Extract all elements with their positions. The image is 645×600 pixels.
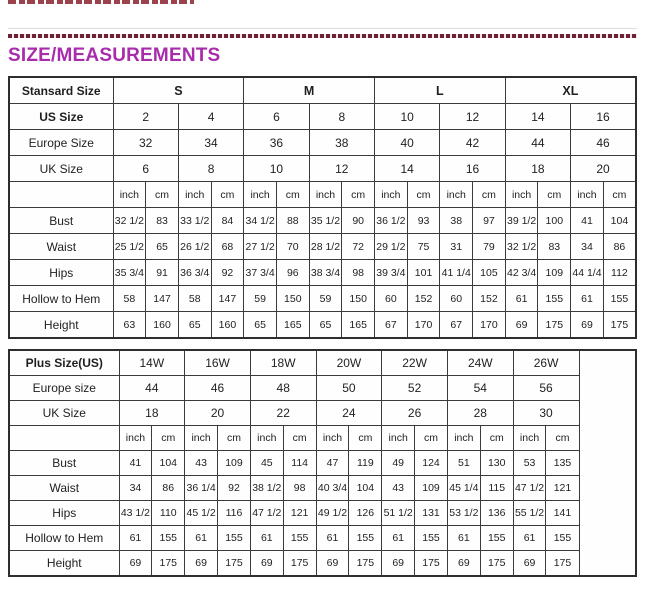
- table-cell: 175: [538, 312, 571, 339]
- table-cell: 47 1/2: [513, 476, 546, 501]
- table-cell: 28: [447, 401, 513, 426]
- table-cell: 20W: [316, 350, 382, 376]
- table-cell: 65: [244, 312, 277, 339]
- table-cell: 22W: [382, 350, 448, 376]
- standard-size-table: [8, 76, 637, 339]
- table-cell: 83: [146, 208, 179, 234]
- table-cell: Bust: [9, 208, 113, 234]
- table-row: [9, 476, 636, 501]
- empty-cell: [579, 350, 636, 576]
- dashed-divider: [8, 34, 637, 38]
- table-cell: 48: [250, 376, 316, 401]
- table-cell: 20: [571, 156, 636, 182]
- table-cell: 165: [276, 312, 309, 339]
- table-cell: 155: [480, 526, 513, 551]
- table-cell: Stansard Size: [9, 77, 113, 104]
- table-cell: 53 1/2: [447, 501, 480, 526]
- table-cell: inch: [113, 182, 146, 208]
- thin-divider: [8, 28, 637, 29]
- table-cell: 54: [447, 376, 513, 401]
- table-cell: 49: [382, 451, 415, 476]
- table-cell: 175: [603, 312, 636, 339]
- table-cell: L: [375, 77, 506, 104]
- table-cell: 36: [244, 130, 309, 156]
- table-cell: 97: [473, 208, 506, 234]
- table-cell: 14: [375, 156, 440, 182]
- table-cell: 114: [283, 451, 316, 476]
- table-cell: 112: [603, 260, 636, 286]
- table-cell: Waist: [9, 476, 119, 501]
- table-cell: 100: [538, 208, 571, 234]
- table-cell: 8: [309, 104, 374, 130]
- table-cell: 175: [218, 551, 251, 577]
- table-row: [9, 426, 636, 451]
- table-cell: 104: [603, 208, 636, 234]
- table-cell: 38 3/4: [309, 260, 342, 286]
- table-cell: 56: [513, 376, 579, 401]
- table-cell: 4: [178, 104, 243, 130]
- table-cell: 46: [185, 376, 251, 401]
- table-row: [9, 551, 636, 577]
- table-cell: 72: [342, 234, 375, 260]
- table-cell: 75: [407, 234, 440, 260]
- table-cell: 61: [185, 526, 218, 551]
- table-cell: Hips: [9, 260, 113, 286]
- table-cell: 10: [244, 156, 309, 182]
- table-cell: 32: [113, 130, 178, 156]
- table-cell: 65: [309, 312, 342, 339]
- table-cell: 44: [505, 130, 570, 156]
- table-cell: Plus Size(US): [9, 350, 119, 376]
- table-cell: 110: [152, 501, 185, 526]
- table-cell: 45: [250, 451, 283, 476]
- empty-cell: [9, 426, 119, 451]
- table-cell: 38: [440, 208, 473, 234]
- table-cell: 79: [473, 234, 506, 260]
- table-cell: 34: [119, 476, 152, 501]
- table-cell: 135: [546, 451, 579, 476]
- table-cell: inch: [309, 182, 342, 208]
- table-cell: 43: [185, 451, 218, 476]
- table-cell: 124: [415, 451, 448, 476]
- table-cell: cm: [538, 182, 571, 208]
- table-cell: 69: [447, 551, 480, 577]
- table-cell: 41 1/4: [440, 260, 473, 286]
- table-cell: 83: [538, 234, 571, 260]
- table-cell: inch: [185, 426, 218, 451]
- table-cell: Height: [9, 312, 113, 339]
- table-cell: 119: [349, 451, 382, 476]
- table-cell: 39 3/4: [375, 260, 408, 286]
- table-cell: 35 3/4: [113, 260, 146, 286]
- table-cell: Hollow to Hem: [9, 286, 113, 312]
- table-cell: 175: [349, 551, 382, 577]
- table-cell: 155: [349, 526, 382, 551]
- table-cell: 61: [119, 526, 152, 551]
- table-cell: 36 3/4: [178, 260, 211, 286]
- table-cell: 69: [250, 551, 283, 577]
- table-cell: 20: [185, 401, 251, 426]
- table-cell: 31: [440, 234, 473, 260]
- table-cell: cm: [211, 182, 244, 208]
- table-cell: Height: [9, 551, 119, 577]
- table-cell: 32 1/2: [505, 234, 538, 260]
- table-cell: 12: [440, 104, 505, 130]
- table-cell: 8: [178, 156, 243, 182]
- table-row: [9, 451, 636, 476]
- table-cell: 52: [382, 376, 448, 401]
- table-cell: 93: [407, 208, 440, 234]
- table-cell: 69: [119, 551, 152, 577]
- table-cell: cm: [473, 182, 506, 208]
- table-cell: 40: [375, 130, 440, 156]
- table-cell: 53: [513, 451, 546, 476]
- table-cell: S: [113, 77, 244, 104]
- table-cell: 109: [538, 260, 571, 286]
- table-cell: 69: [185, 551, 218, 577]
- table-cell: 60: [375, 286, 408, 312]
- table-cell: cm: [342, 182, 375, 208]
- table-cell: 155: [218, 526, 251, 551]
- table-row: [9, 208, 636, 234]
- table-cell: 32 1/2: [113, 208, 146, 234]
- table-cell: 50: [316, 376, 382, 401]
- table-cell: XL: [505, 77, 636, 104]
- table-cell: 61: [513, 526, 546, 551]
- table-cell: 10: [375, 104, 440, 130]
- table-cell: 45 1/4: [447, 476, 480, 501]
- table-cell: 147: [146, 286, 179, 312]
- table-cell: inch: [505, 182, 538, 208]
- table-cell: 69: [571, 312, 604, 339]
- table-cell: cm: [218, 426, 251, 451]
- table-cell: 22: [250, 401, 316, 426]
- table-cell: 109: [415, 476, 448, 501]
- table-cell: 155: [603, 286, 636, 312]
- table-cell: UK Size: [9, 156, 113, 182]
- table-cell: 170: [473, 312, 506, 339]
- table-cell: 16W: [185, 350, 251, 376]
- table-cell: 175: [480, 551, 513, 577]
- table-cell: inch: [244, 182, 277, 208]
- table-row: [9, 130, 636, 156]
- table-cell: 126: [349, 501, 382, 526]
- table-cell: cm: [407, 182, 440, 208]
- table-cell: 61: [316, 526, 349, 551]
- table-cell: 39 1/2: [505, 208, 538, 234]
- table-cell: 43 1/2: [119, 501, 152, 526]
- table-cell: 6: [244, 104, 309, 130]
- table-cell: Europe Size: [9, 130, 113, 156]
- table-cell: 59: [309, 286, 342, 312]
- table-row: [9, 234, 636, 260]
- table-row: [9, 501, 636, 526]
- table-row: [9, 156, 636, 182]
- table-cell: inch: [250, 426, 283, 451]
- table-cell: inch: [375, 182, 408, 208]
- table-cell: 44 1/4: [571, 260, 604, 286]
- table-cell: cm: [415, 426, 448, 451]
- table-cell: 51: [447, 451, 480, 476]
- table-cell: 35 1/2: [309, 208, 342, 234]
- table-cell: 130: [480, 451, 513, 476]
- table-cell: 29 1/2: [375, 234, 408, 260]
- table-cell: inch: [571, 182, 604, 208]
- table-cell: 92: [218, 476, 251, 501]
- table-cell: 18: [119, 401, 185, 426]
- table-cell: 36 1/2: [375, 208, 408, 234]
- table-cell: 175: [283, 551, 316, 577]
- table-cell: cm: [146, 182, 179, 208]
- table-cell: 61: [505, 286, 538, 312]
- empty-cell: [9, 182, 113, 208]
- table-cell: 150: [276, 286, 309, 312]
- table-cell: 155: [546, 526, 579, 551]
- table-row: [9, 286, 636, 312]
- table-cell: 47 1/2: [250, 501, 283, 526]
- table-cell: 44: [119, 376, 185, 401]
- table-cell: 160: [146, 312, 179, 339]
- table-cell: 41: [119, 451, 152, 476]
- table-cell: 92: [211, 260, 244, 286]
- table-cell: 61: [571, 286, 604, 312]
- table-cell: 155: [415, 526, 448, 551]
- table-cell: 40 3/4: [316, 476, 349, 501]
- table-cell: 42 3/4: [505, 260, 538, 286]
- table-cell: 147: [211, 286, 244, 312]
- table-cell: 105: [473, 260, 506, 286]
- table-cell: 155: [283, 526, 316, 551]
- table-cell: 170: [407, 312, 440, 339]
- table-cell: inch: [513, 426, 546, 451]
- table-cell: 2: [113, 104, 178, 130]
- table-cell: 42: [440, 130, 505, 156]
- table-cell: 65: [146, 234, 179, 260]
- table-cell: 38: [309, 130, 374, 156]
- table-cell: 46: [571, 130, 636, 156]
- table-cell: 30: [513, 401, 579, 426]
- table-cell: 109: [218, 451, 251, 476]
- table-cell: 51 1/2: [382, 501, 415, 526]
- table-row: [9, 104, 636, 130]
- table-cell: US Size: [9, 104, 113, 130]
- table-cell: 86: [603, 234, 636, 260]
- plus-size-table: [8, 349, 637, 577]
- table-row: [9, 526, 636, 551]
- table-cell: Hips: [9, 501, 119, 526]
- table-cell: 59: [244, 286, 277, 312]
- table-cell: 69: [513, 551, 546, 577]
- table-cell: inch: [316, 426, 349, 451]
- table-cell: 60: [440, 286, 473, 312]
- table-cell: 131: [415, 501, 448, 526]
- table-cell: 152: [473, 286, 506, 312]
- table-cell: 160: [211, 312, 244, 339]
- table-cell: 58: [113, 286, 146, 312]
- table-cell: UK Size: [9, 401, 119, 426]
- table-cell: 34 1/2: [244, 208, 277, 234]
- table-cell: 16: [571, 104, 636, 130]
- table-cell: 67: [440, 312, 473, 339]
- table-cell: 37 3/4: [244, 260, 277, 286]
- table-cell: 86: [152, 476, 185, 501]
- table-cell: 43: [382, 476, 415, 501]
- table-row: [9, 312, 636, 339]
- table-cell: 61: [250, 526, 283, 551]
- table-cell: 18: [505, 156, 570, 182]
- table-cell: 165: [342, 312, 375, 339]
- table-cell: 28 1/2: [309, 234, 342, 260]
- table-cell: 150: [342, 286, 375, 312]
- table-cell: 175: [152, 551, 185, 577]
- table-cell: cm: [480, 426, 513, 451]
- table-cell: 18W: [250, 350, 316, 376]
- table-cell: 155: [538, 286, 571, 312]
- table-cell: 90: [342, 208, 375, 234]
- clipped-text-fragment: [8, 0, 194, 4]
- table-cell: 104: [152, 451, 185, 476]
- table-cell: cm: [283, 426, 316, 451]
- table-cell: 58: [178, 286, 211, 312]
- table-gap: [8, 339, 637, 349]
- table-cell: 6: [113, 156, 178, 182]
- table-cell: cm: [276, 182, 309, 208]
- table-cell: 104: [349, 476, 382, 501]
- table-row: [9, 376, 636, 401]
- table-cell: 98: [342, 260, 375, 286]
- table-cell: 34: [571, 234, 604, 260]
- table-cell: 24: [316, 401, 382, 426]
- table-cell: 25 1/2: [113, 234, 146, 260]
- table-cell: cm: [603, 182, 636, 208]
- page-title: SIZE/MEASUREMENTS: [8, 45, 221, 66]
- table-cell: 61: [447, 526, 480, 551]
- table-cell: 121: [546, 476, 579, 501]
- table-cell: Hollow to Hem: [9, 526, 119, 551]
- table-cell: 141: [546, 501, 579, 526]
- table-cell: cm: [349, 426, 382, 451]
- table-cell: cm: [546, 426, 579, 451]
- table-cell: 152: [407, 286, 440, 312]
- table-cell: 121: [283, 501, 316, 526]
- table-row: [9, 77, 636, 104]
- table-row: [9, 182, 636, 208]
- table-cell: 45 1/2: [185, 501, 218, 526]
- table-cell: inch: [119, 426, 152, 451]
- table-cell: 96: [276, 260, 309, 286]
- table-cell: 155: [152, 526, 185, 551]
- table-cell: Europe size: [9, 376, 119, 401]
- table-cell: inch: [440, 182, 473, 208]
- table-cell: inch: [382, 426, 415, 451]
- table-cell: 49 1/2: [316, 501, 349, 526]
- table-cell: 55 1/2: [513, 501, 546, 526]
- table-cell: inch: [447, 426, 480, 451]
- table-cell: 88: [276, 208, 309, 234]
- table-cell: Waist: [9, 234, 113, 260]
- table-cell: 91: [146, 260, 179, 286]
- table-cell: 175: [546, 551, 579, 577]
- table-cell: 61: [382, 526, 415, 551]
- table-row: [9, 350, 636, 376]
- table-cell: 116: [218, 501, 251, 526]
- table-cell: inch: [178, 182, 211, 208]
- table-cell: 33 1/2: [178, 208, 211, 234]
- table-cell: 69: [382, 551, 415, 577]
- table-row: [9, 401, 636, 426]
- table-cell: 70: [276, 234, 309, 260]
- table-cell: 12: [309, 156, 374, 182]
- table-cell: 16: [440, 156, 505, 182]
- table-cell: 47: [316, 451, 349, 476]
- table-cell: 26: [382, 401, 448, 426]
- table-cell: 36 1/4: [185, 476, 218, 501]
- table-cell: 98: [283, 476, 316, 501]
- table-cell: 101: [407, 260, 440, 286]
- table-cell: 38 1/2: [250, 476, 283, 501]
- table-cell: 69: [316, 551, 349, 577]
- table-cell: 41: [571, 208, 604, 234]
- table-cell: 67: [375, 312, 408, 339]
- table-cell: Bust: [9, 451, 119, 476]
- table-row: [9, 260, 636, 286]
- table-cell: M: [244, 77, 375, 104]
- table-cell: 26W: [513, 350, 579, 376]
- table-cell: 69: [505, 312, 538, 339]
- table-cell: 68: [211, 234, 244, 260]
- table-cell: 115: [480, 476, 513, 501]
- table-cell: 14: [505, 104, 570, 130]
- table-cell: 24W: [447, 350, 513, 376]
- table-cell: 65: [178, 312, 211, 339]
- table-cell: 63: [113, 312, 146, 339]
- table-cell: 84: [211, 208, 244, 234]
- table-cell: 136: [480, 501, 513, 526]
- table-cell: 14W: [119, 350, 185, 376]
- table-cell: cm: [152, 426, 185, 451]
- table-cell: 27 1/2: [244, 234, 277, 260]
- table-cell: 26 1/2: [178, 234, 211, 260]
- table-cell: 175: [415, 551, 448, 577]
- table-cell: 34: [178, 130, 243, 156]
